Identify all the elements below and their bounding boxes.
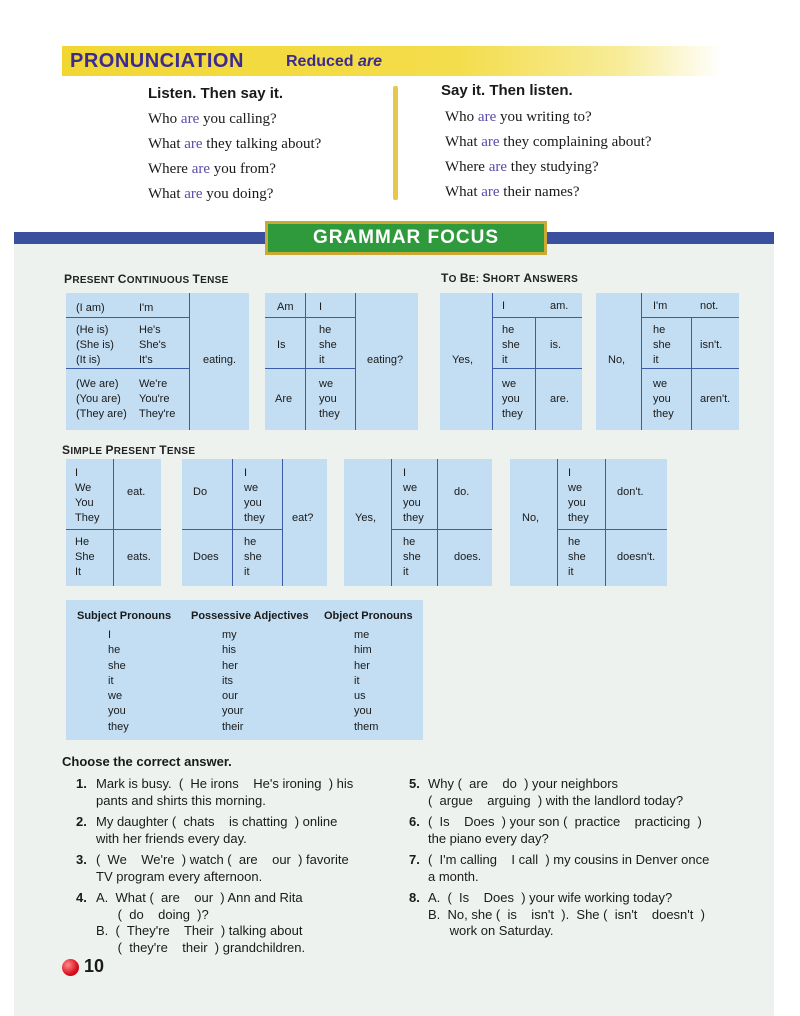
table-cell-text: No, xyxy=(608,354,626,366)
table-divider xyxy=(557,529,667,530)
text-fragment: What xyxy=(148,186,185,202)
item-line: ( We We're ) watch ( are our ) favorite xyxy=(96,852,349,867)
pronoun-item: you xyxy=(108,705,126,718)
text-fragment: Who xyxy=(445,109,478,125)
table-cell-text: I'm xyxy=(139,302,154,314)
pronoun-item: us xyxy=(354,690,366,703)
page-number: 10 xyxy=(84,956,105,976)
sp-no-table xyxy=(510,459,667,586)
table-divider xyxy=(535,317,536,430)
listen-heading: Listen. Then say it. xyxy=(148,85,284,102)
text-fragment: their names? xyxy=(499,184,580,200)
table-cell-text: You xyxy=(75,497,94,509)
table-cell-text: Yes, xyxy=(355,512,377,524)
item-line: ( do doing )? xyxy=(96,906,209,922)
possessive-adjectives-header: Possessive Adjectives xyxy=(191,610,309,622)
text-fragment: ONTINUOUS xyxy=(126,275,193,286)
table-cell-text: (I am) xyxy=(76,302,105,314)
table-cell-text: it xyxy=(502,354,508,366)
table-cell-text: it xyxy=(319,354,325,366)
item-line: My daughter ( chats is chatting ) online xyxy=(96,814,338,829)
text-fragment: T xyxy=(192,272,201,286)
object-pronouns-header: Object Pronouns xyxy=(324,610,413,622)
pronoun-item: him xyxy=(354,644,372,657)
table-divider xyxy=(305,293,306,430)
table-cell-text: they xyxy=(244,512,265,524)
say-heading: Say it. Then listen. xyxy=(441,82,573,99)
pronoun-item: them xyxy=(354,720,379,733)
pronoun-item: their xyxy=(222,720,244,733)
sp-yes-table xyxy=(344,459,492,586)
sentence xyxy=(445,134,652,151)
table-divider xyxy=(66,368,189,369)
pc-question-table xyxy=(265,293,418,430)
table-cell-text: Am xyxy=(277,301,294,313)
table-cell-text: We're xyxy=(139,378,168,390)
present-continuous-title xyxy=(64,272,229,286)
item-line: B. ( They're Their ) talking about xyxy=(96,923,303,938)
item-number: 4. xyxy=(76,890,87,905)
text-fragment: P xyxy=(105,443,114,457)
text-fragment: B xyxy=(459,271,469,285)
table-cell-text: (He is) xyxy=(76,324,109,336)
text-fragment: E xyxy=(468,274,476,285)
text-fragment: Where xyxy=(148,161,192,177)
item-number: 8. xyxy=(409,890,420,905)
item-number: 7. xyxy=(409,852,420,867)
text-fragment: RESENT xyxy=(113,446,160,457)
table-divider xyxy=(492,293,493,430)
text-fragment: What xyxy=(445,134,482,150)
pronoun-item: me xyxy=(354,629,370,641)
text-fragment: S xyxy=(62,443,71,457)
table-cell-text: we xyxy=(568,482,583,494)
exercise-item-2 xyxy=(76,814,337,847)
item-line: Mark is busy. ( He irons He's ironing ) his xyxy=(96,776,354,791)
table-divider xyxy=(265,317,355,318)
item-line: pants and shirts this morning. xyxy=(96,792,266,808)
table-cell-text: you xyxy=(568,497,586,509)
table-cell-text: it xyxy=(653,354,659,366)
page-marker-icon xyxy=(62,959,79,976)
pronoun-item: my xyxy=(222,629,237,641)
table-cell-text: I xyxy=(244,467,248,479)
item-line: ( I'm calling I call ) my cousins in Denver once xyxy=(428,852,710,867)
table-cell-text: eat. xyxy=(127,486,146,498)
table-cell-text: he xyxy=(244,536,257,548)
table-divider xyxy=(232,459,233,586)
sp-question-table xyxy=(182,459,327,586)
table-cell-text: aren't. xyxy=(700,393,731,405)
pronoun-item: his xyxy=(222,644,237,657)
table-cell-text: you xyxy=(502,393,520,405)
sentence xyxy=(445,109,592,126)
text-fragment: are xyxy=(358,53,383,70)
item-line: ( Is Does ) your son ( practice practicing ) xyxy=(428,814,702,829)
table-cell-text: does. xyxy=(454,551,481,563)
table-cell-text: do. xyxy=(454,486,470,498)
table-cell-text: we xyxy=(403,482,418,494)
text-fragment: are xyxy=(481,134,500,150)
table-divider xyxy=(189,293,190,430)
subject-pronouns-list xyxy=(108,628,129,735)
table-divider xyxy=(355,293,356,430)
text-fragment: they complaining about? xyxy=(499,134,652,150)
item-number: 2. xyxy=(76,814,87,829)
pronoun-item: I xyxy=(108,629,112,641)
table-cell-text: it xyxy=(568,566,574,578)
table-divider xyxy=(641,368,739,369)
table-cell-text: we xyxy=(244,482,259,494)
table-cell-text: It xyxy=(75,566,82,578)
table-cell-text: It's xyxy=(139,354,153,366)
table-cell-text: Yes, xyxy=(452,354,474,366)
item-line: a month. xyxy=(428,868,479,884)
table-cell-text: we xyxy=(653,378,668,390)
pronoun-item: we xyxy=(108,690,123,703)
text-fragment: What xyxy=(445,184,482,200)
exercise-item-1 xyxy=(76,776,353,809)
table-cell-text: they xyxy=(568,512,589,524)
table-cell-text: you xyxy=(244,497,262,509)
table-cell-text: don't. xyxy=(617,486,644,498)
table-cell-text: he xyxy=(568,536,581,548)
short-answers-title xyxy=(441,271,578,285)
pronoun-item: your xyxy=(222,705,244,718)
text-fragment: T xyxy=(441,271,449,285)
table-cell-text: they xyxy=(319,408,340,420)
item-line: with her friends every day. xyxy=(96,830,247,846)
simple-present-title xyxy=(62,443,195,457)
pronunciation-subtitle xyxy=(286,53,382,71)
item-line: A. What ( are our ) Ann and Rita xyxy=(96,890,303,905)
table-divider xyxy=(66,529,161,530)
table-cell-text: doesn't. xyxy=(617,551,656,563)
text-fragment: : xyxy=(475,274,483,285)
table-cell-text: he xyxy=(319,324,332,336)
text-fragment: A xyxy=(523,271,533,285)
table-divider xyxy=(437,459,438,586)
table-cell-text: eating. xyxy=(203,354,237,366)
text-fragment: you writing to? xyxy=(496,109,592,125)
text-fragment: are xyxy=(180,111,200,127)
text-fragment: ENSE xyxy=(200,275,229,286)
table-cell-text: He's xyxy=(139,324,161,336)
table-cell-text: (You are) xyxy=(76,393,121,405)
object-pronouns-list xyxy=(354,628,378,735)
text-fragment: Who xyxy=(148,111,181,127)
pronoun-item: our xyxy=(222,690,238,703)
table-divider xyxy=(492,317,582,318)
pronoun-item: you xyxy=(354,705,372,718)
table-cell-text: it xyxy=(403,566,409,578)
table-cell-text: She's xyxy=(139,339,167,351)
text-fragment: are xyxy=(488,159,508,175)
item-number: 3. xyxy=(76,852,87,867)
text-fragment: are xyxy=(191,161,211,177)
pronoun-item: her xyxy=(222,659,238,672)
text-fragment: you doing? xyxy=(202,186,274,202)
sp-affirmative-table xyxy=(66,459,161,586)
exercise-item-8 xyxy=(409,890,705,940)
item-number: 6. xyxy=(409,814,420,829)
sentence xyxy=(148,136,321,153)
sentence xyxy=(148,161,276,178)
table-cell-text: am. xyxy=(550,300,569,312)
table-cell-text: We xyxy=(75,482,92,494)
item-number: 1. xyxy=(76,776,87,791)
grammar-focus-title: GRAMMAR FOCUS xyxy=(265,221,547,255)
pronoun-item: they xyxy=(108,720,129,733)
possessive-adjectives-list xyxy=(222,628,243,735)
pronoun-item: her xyxy=(354,659,370,672)
pronoun-item: it xyxy=(354,674,360,687)
text-fragment: you from? xyxy=(210,161,276,177)
table-cell-text: Are xyxy=(275,393,293,405)
text-fragment: are xyxy=(477,109,497,125)
pronoun-item: its xyxy=(222,674,233,687)
table-divider xyxy=(391,459,392,586)
table-cell-text: They xyxy=(75,512,100,524)
table-cell-text: they xyxy=(653,408,674,420)
table-cell-text: Is xyxy=(277,339,286,351)
table-divider xyxy=(641,293,642,430)
sentence xyxy=(445,159,599,176)
exercise-title: Choose the correct answer. xyxy=(62,754,232,769)
sentence xyxy=(148,186,273,203)
table-cell-text: he xyxy=(653,324,666,336)
text-fragment: NSWERS xyxy=(532,274,579,285)
sentence xyxy=(445,184,580,201)
table-cell-text: (It is) xyxy=(76,354,101,366)
table-divider xyxy=(282,459,283,586)
table-cell-text: You're xyxy=(139,393,170,405)
table-divider xyxy=(691,317,692,430)
sentence xyxy=(148,111,277,128)
table-cell-text: she xyxy=(403,551,421,563)
item-line: ( they're their ) grandchildren. xyxy=(96,939,306,955)
table-cell-text: they xyxy=(403,512,424,524)
table-cell-text: I xyxy=(403,467,407,479)
text-fragment: are xyxy=(184,136,203,152)
table-cell-text: she xyxy=(653,339,671,351)
table-cell-text: I'm xyxy=(653,300,668,312)
table-divider xyxy=(557,459,558,586)
item-number: 5. xyxy=(409,776,420,791)
table-cell-text: (She is) xyxy=(76,339,114,351)
table-cell-text: it xyxy=(244,566,250,578)
text-fragment: O xyxy=(448,274,460,285)
table-divider xyxy=(182,529,282,530)
table-cell-text: is. xyxy=(550,339,561,351)
table-divider xyxy=(605,459,606,586)
item-line: B. No, she ( is isn't ). She ( isn't doesn't ) xyxy=(428,906,705,922)
table-cell-text: are. xyxy=(550,393,569,405)
table-cell-text: I xyxy=(568,467,572,479)
table-cell-text: they xyxy=(502,408,523,420)
table-cell-text: you xyxy=(653,393,671,405)
exercise-item-5 xyxy=(409,776,683,809)
exercise-item-7 xyxy=(409,852,709,885)
short-answers-yes-table xyxy=(440,293,582,430)
table-cell-text: you xyxy=(403,497,421,509)
exercise-item-3 xyxy=(76,852,349,885)
table-cell-text: Does xyxy=(193,551,219,563)
table-cell-text: she xyxy=(502,339,520,351)
table-cell-text: I xyxy=(319,301,323,313)
text-fragment: S xyxy=(482,271,491,285)
text-fragment: P xyxy=(64,272,73,286)
text-fragment: are xyxy=(481,184,500,200)
table-cell-text: He xyxy=(75,536,90,548)
table-cell-text: we xyxy=(319,378,334,390)
table-cell-text: No, xyxy=(522,512,540,524)
table-cell-text: eat? xyxy=(292,512,314,524)
subject-pronouns-header: Subject Pronouns xyxy=(77,610,172,622)
text-fragment: ENSE xyxy=(166,446,196,457)
table-cell-text: he xyxy=(502,324,515,336)
pronoun-item: it xyxy=(108,674,114,687)
item-line: ( argue arguing ) with the landlord today? xyxy=(428,792,684,808)
pronunciation-banner xyxy=(62,46,722,76)
text-fragment: RESENT xyxy=(72,275,118,286)
exercise-item-4 xyxy=(76,890,305,956)
table-cell-text: she xyxy=(568,551,586,563)
item-line: TV program every afternoon. xyxy=(96,868,263,884)
table-divider xyxy=(641,317,739,318)
table-cell-text: I xyxy=(75,467,79,479)
text-fragment: Where xyxy=(445,159,489,175)
text-fragment: are xyxy=(184,186,203,202)
table-cell-text: isn't. xyxy=(700,339,723,351)
text-fragment: they talking about? xyxy=(202,136,322,152)
item-line: work on Saturday. xyxy=(428,923,554,938)
table-divider xyxy=(391,529,492,530)
item-line: the piano every day? xyxy=(428,830,549,846)
exercise-item-6 xyxy=(409,814,702,847)
pronoun-table xyxy=(66,600,423,740)
table-cell-text: I xyxy=(502,300,506,312)
short-answers-no-table xyxy=(596,293,739,430)
table-cell-text: (We are) xyxy=(76,378,119,390)
item-line: A. ( Is Does ) your wife working today? xyxy=(428,890,673,905)
pronunciation-title: PRONUNCIATION xyxy=(70,50,244,72)
table-cell-text: we xyxy=(502,378,517,390)
text-fragment: they studying? xyxy=(507,159,599,175)
text-fragment: you calling? xyxy=(199,111,277,127)
text-fragment: What xyxy=(148,136,185,152)
item-line: Why ( are do ) your neighbors xyxy=(428,776,619,791)
table-cell-text: she xyxy=(244,551,262,563)
table-divider xyxy=(265,368,355,369)
text-fragment: T xyxy=(159,443,167,457)
table-cell-text: you xyxy=(319,393,337,405)
table-divider xyxy=(66,317,189,318)
pronunciation-divider xyxy=(393,86,398,200)
table-cell-text: eats. xyxy=(127,551,151,563)
text-fragment: C xyxy=(117,272,127,286)
table-cell-text: not. xyxy=(700,300,719,312)
text-fragment: HORT xyxy=(490,274,524,285)
table-cell-text: (They are) xyxy=(76,408,127,420)
text-fragment: IMPLE xyxy=(70,446,106,457)
text-fragment: Reduced xyxy=(286,53,359,70)
table-cell-text: She xyxy=(75,551,95,563)
table-divider xyxy=(492,368,582,369)
table-cell-text: she xyxy=(319,339,337,351)
pc-affirmative-table xyxy=(66,293,249,430)
table-cell-text: They're xyxy=(139,408,176,420)
table-cell-text: he xyxy=(403,536,416,548)
table-divider xyxy=(113,459,114,586)
pronoun-item: he xyxy=(108,644,121,657)
table-cell-text: Do xyxy=(193,486,208,498)
table-cell-text: eating? xyxy=(367,354,404,366)
pronoun-item: she xyxy=(108,659,126,672)
